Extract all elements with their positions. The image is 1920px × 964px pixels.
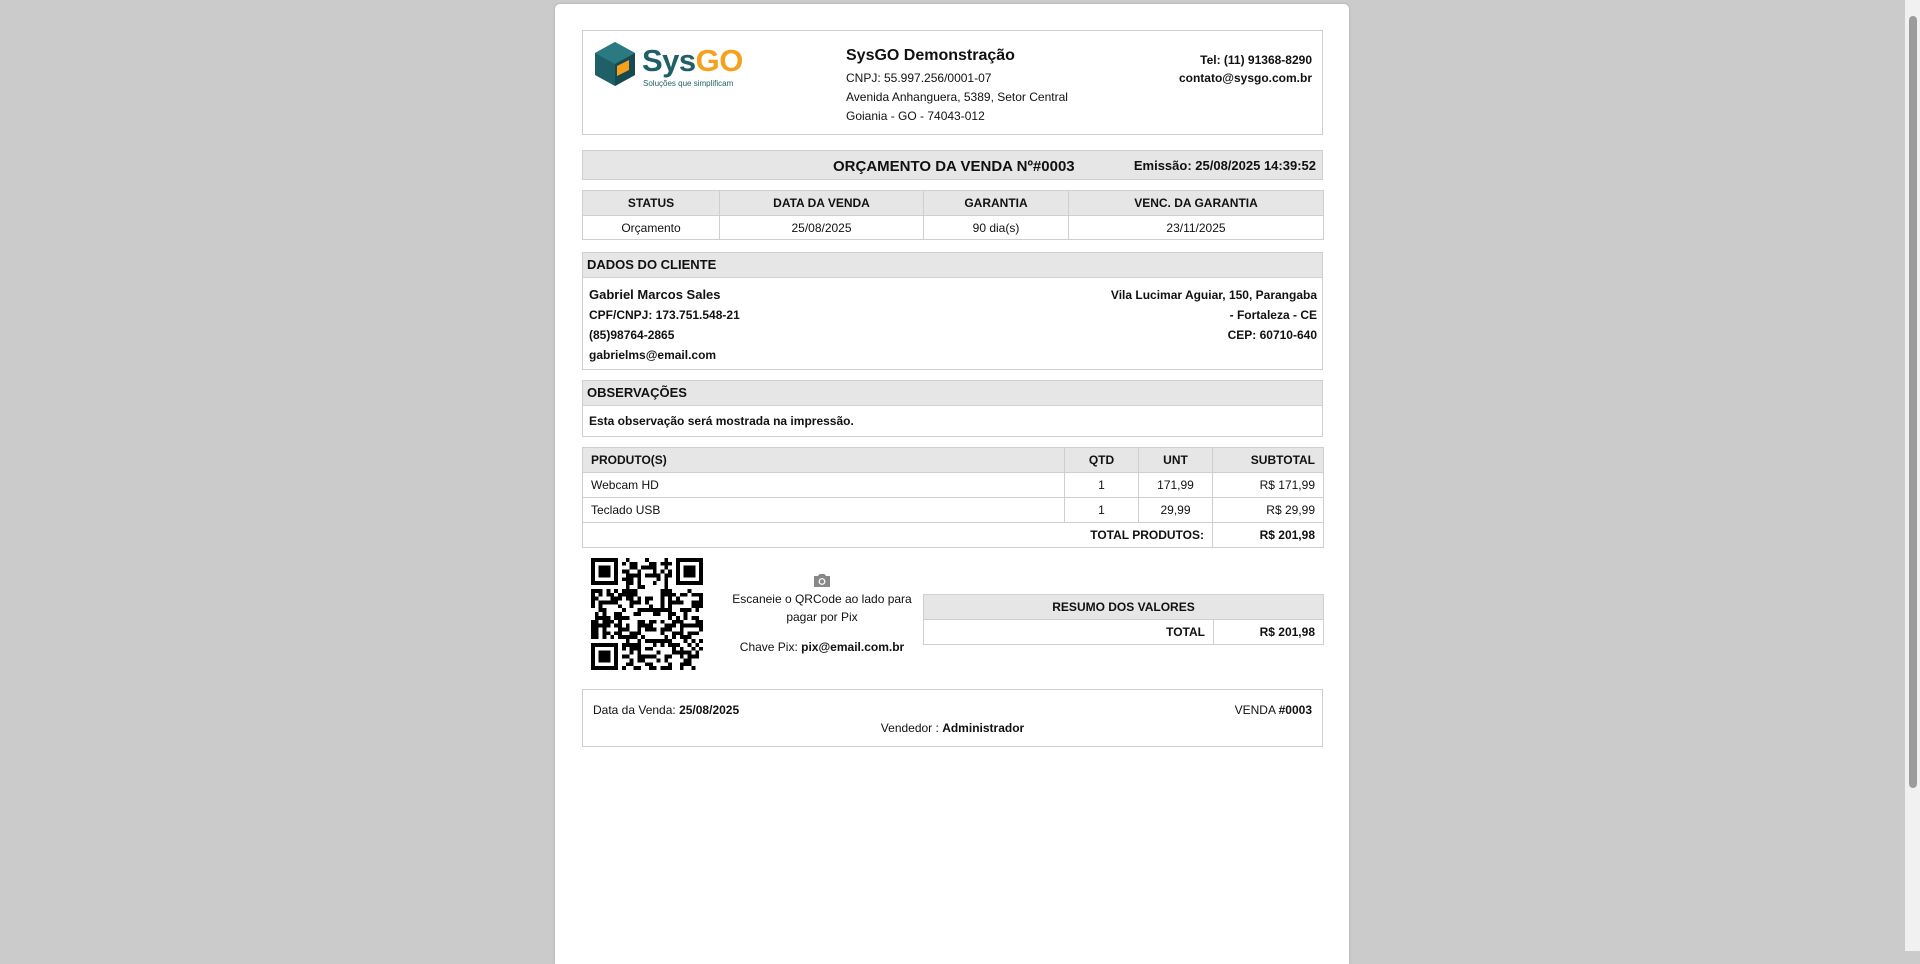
client-name: Gabriel Marcos Sales (589, 287, 721, 302)
unit-header: UNT (1139, 448, 1213, 473)
qty-header: QTD (1065, 448, 1139, 473)
products-total-label: TOTAL PRODUTOS: (583, 523, 1213, 548)
logo-go: GO (695, 43, 743, 78)
product-qty: 1 (1065, 498, 1139, 523)
product-qty: 1 (1065, 473, 1139, 498)
pix-instruction-text: Escaneie o QRCode ao lado para pagar por Pix (732, 592, 912, 624)
warranty-value: 90 dia(s) (924, 216, 1069, 240)
company-city: Goiania - GO - 74043-012 (846, 109, 985, 123)
footer-sale-date (593, 703, 739, 717)
sale-date-header: DATA DA VENDA (720, 191, 924, 216)
client-right (1111, 285, 1317, 345)
footer-sale-number (1235, 703, 1312, 717)
footer-date-label: Data da Venda: (593, 703, 680, 717)
scrollbar-thumb[interactable] (1909, 16, 1917, 788)
pix-key-value: pix@email.com.br (801, 640, 905, 654)
footer-seller-value: Administrador (942, 721, 1025, 735)
client-doc: CPF/CNPJ: 173.751.548-21 (589, 308, 740, 322)
product-unit: 171,99 (1139, 473, 1213, 498)
product-name: Teclado USB (583, 498, 1065, 523)
logo-tagline: Soluções que simplificam (643, 79, 734, 88)
client-section-header (582, 252, 1323, 278)
client-details (582, 278, 1323, 370)
pix-instructions (727, 572, 917, 626)
warranty-expiry-value: 23/11/2025 (1069, 216, 1324, 240)
observations-section-label: OBSERVAÇÕES (587, 385, 687, 400)
footer-sale-value: #0003 (1278, 703, 1312, 717)
company-phone: Tel: (11) 91368-8290 (1200, 53, 1312, 67)
product-subtotal: R$ 29,99 (1213, 498, 1324, 523)
product-header: PRODUTO(S) (583, 448, 1065, 473)
footer-seller (583, 721, 1322, 735)
camera-icon (812, 572, 832, 588)
footer-seller-label: Vendedor : (880, 721, 943, 735)
summary-total-value: R$ 201,98 (1214, 620, 1324, 645)
company-name: SysGO Demonstração (846, 47, 1015, 64)
scrollbar[interactable] (1905, 0, 1920, 951)
client-email: gabrielms@email.com (589, 348, 717, 362)
company-email: contato@sysgo.com.br (1178, 71, 1312, 85)
sale-date-value: 25/08/2025 (720, 216, 924, 240)
warranty-expiry-header: VENC. DA GARANTIA (1069, 191, 1324, 216)
client-left (589, 285, 740, 365)
status-header: STATUS (583, 191, 720, 216)
client-phone: (85)98764-2865 (589, 328, 675, 342)
client-cep: CEP: 60710-640 (1227, 328, 1317, 342)
logo-wordmark (642, 43, 743, 79)
client-city: - Fortaleza - CE (1229, 308, 1317, 322)
client-address: Vila Lucimar Aguiar, 150, Parangaba (1110, 288, 1317, 302)
observations-section-header (582, 380, 1323, 406)
status-value: Orçamento (583, 216, 720, 240)
warranty-header: GARANTIA (924, 191, 1069, 216)
pix-key-label: Chave Pix: (739, 640, 802, 654)
pix-qrcode (591, 558, 703, 670)
summary-table (923, 594, 1324, 645)
qrcode-modules (591, 558, 703, 670)
logo-sys: Sys (642, 43, 696, 78)
pix-key (727, 640, 917, 654)
observations-body (582, 406, 1323, 437)
product-name: Webcam HD (583, 473, 1065, 498)
company-contact (1179, 51, 1312, 87)
emission-date: Emissão: 25/08/2025 14:39:52 (1133, 158, 1316, 173)
products-total-value: R$ 201,98 (1213, 523, 1324, 548)
document-footer (582, 689, 1323, 747)
product-subtotal: R$ 171,99 (1213, 473, 1324, 498)
observations-text: Esta observação será mostrada na impressão. (589, 414, 854, 428)
subtotal-header: SUBTOTAL (1213, 448, 1324, 473)
product-unit: 29,99 (1139, 498, 1213, 523)
company-info (846, 46, 1068, 126)
table-row (583, 498, 1324, 523)
table-row (583, 473, 1324, 498)
logo-cube-icon (593, 40, 637, 88)
summary-header: RESUMO DOS VALORES (924, 595, 1324, 620)
quote-title-bar (582, 150, 1323, 180)
sale-info-table (582, 190, 1324, 240)
client-section-label: DADOS DO CLIENTE (587, 257, 717, 272)
company-cnpj: CNPJ: 55.997.256/0001-07 (846, 71, 992, 85)
company-header (582, 30, 1323, 135)
document-page (555, 4, 1349, 964)
summary-total-label: TOTAL (924, 620, 1214, 645)
quote-title: ORÇAMENTO DA VENDA Nº#0003 (833, 158, 1075, 175)
company-address: Avenida Anhanguera, 5389, Setor Central (846, 90, 1068, 104)
products-table (582, 447, 1324, 548)
footer-date-value: 25/08/2025 (679, 703, 740, 717)
footer-sale-label: VENDA (1234, 703, 1279, 717)
